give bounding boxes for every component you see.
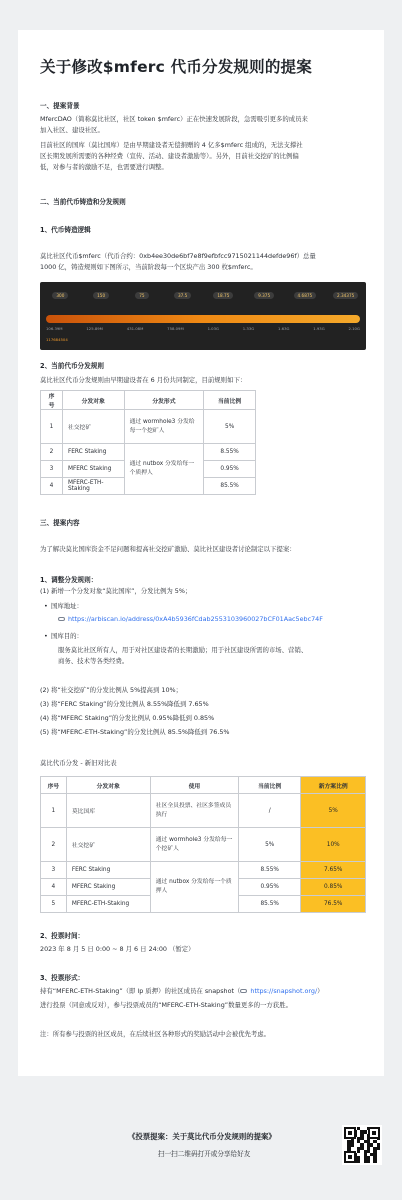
table-row: [41, 862, 366, 879]
block-reward-rate: [325, 282, 366, 308]
row-no: 1: [41, 410, 63, 444]
qr-finder: [368, 1127, 380, 1139]
vote-form-heading: 3、投票形式：: [40, 974, 85, 982]
supply-tick-label: 1.93G: [313, 326, 325, 331]
row-no: 2: [41, 828, 67, 862]
rate-label: 18.75: [213, 292, 233, 299]
distribution-para: 莫比社区代币分发规则由早期建设者在 6 月份共同制定，目前规则如下：: [40, 376, 247, 384]
row-target: MFERC-ETH-Staking: [66, 896, 150, 913]
col-no: 序号: [41, 391, 63, 410]
col-use: 使用: [150, 777, 238, 794]
row-ratio: 85.5%: [204, 478, 256, 495]
row-form: 通过 wormhole3 分发给每一个挖矿人: [124, 410, 204, 444]
proposal-card: [18, 30, 384, 1076]
vote-form-text: 持有“MFERC-ETH-Staking”（即 lp 质押）的社区成员在 snapshot（: [40, 987, 241, 995]
block-reward-rate: [122, 282, 163, 308]
supply-tick-label: 1.63G: [278, 326, 290, 331]
supply-schedule-image: [40, 282, 366, 350]
vote-time-heading: 2、投票时间：: [40, 932, 85, 940]
supply-tick-label: 758.09M: [167, 326, 184, 331]
row-target: 莫比国库: [66, 794, 150, 828]
link-icon: [240, 989, 247, 993]
supply-ticks: [46, 326, 360, 331]
block-reward-rate: [203, 282, 244, 308]
row-current: 8.55%: [238, 862, 300, 879]
row-current: 85.5%: [238, 896, 300, 913]
item-5: (5) 将“MFERC-ETH-Staking”的分发比例从 85.5%降低到 76.5%: [40, 728, 230, 736]
current-supply-label: 117684504: [46, 337, 68, 342]
rate-label: 2.34375: [333, 292, 358, 299]
row-ratio: 8.55%: [204, 444, 256, 461]
background-para-2c: 低，对参与者的激励不足，也需要进行调整。: [40, 163, 168, 171]
col-target: 分发对象: [62, 391, 124, 410]
row-use: 社区全员投票、社区多签成员执行: [150, 794, 238, 828]
row-no: 3: [41, 862, 67, 879]
section-1-heading: 一、提案背景: [40, 102, 80, 110]
row-target: MFERC Staking: [62, 461, 124, 478]
row-use: 通过 wormhole3 分发给每一个挖矿人: [150, 828, 238, 862]
item-4: (4) 将“MFERC Staking”的分发比例从 0.95%降低到 0.85%: [40, 714, 215, 722]
supply-tick-label: 1.03G: [207, 326, 219, 331]
table-row: [41, 794, 366, 828]
treasury-purpose-a: 服务莫比社区所有人，用于对社区建设者的长期激励；用于社区建设所需的市场、营销、: [58, 646, 308, 654]
supply-tick-label: 431.08M: [126, 326, 144, 331]
row-no: 3: [41, 461, 63, 478]
row-target: FERC Staking: [62, 444, 124, 461]
comparison-table-caption: 莫比代币分发 - 新旧对比表: [40, 759, 117, 767]
treasury-address-label: • 国库地址：: [51, 601, 83, 612]
item-3: (3) 将“FERC Staking”的分发比例从 8.55%降低到 7.65%: [40, 700, 209, 708]
vote-time: 2023 年 8 月 5 日 0:00 ~ 8 月 6 日 24:00 （暂定）: [40, 945, 195, 953]
rate-label: 150: [93, 292, 109, 299]
row-no: 1: [41, 794, 67, 828]
row-new: 5%: [301, 794, 366, 828]
rate-label: 4.6875: [294, 292, 317, 299]
background-para-2b: 区长期发展所需要的各种经费（宣传、活动、建设者激励等）。另外，目前社交挖矿的比例偏: [40, 152, 299, 160]
col-no: 序号: [41, 777, 67, 794]
row-target: MFERC-ETH-Staking: [62, 478, 124, 495]
page-title: 关于修改$mferc 代币分发规则的提案: [40, 58, 312, 76]
row-new: 10%: [301, 828, 366, 862]
row-use: 通过 nutbox 分发给每一个质押人: [150, 862, 238, 913]
footer-subtitle: 扫一扫二维码打开或分享给好友: [158, 1150, 251, 1158]
vote-form-close: ）: [317, 987, 324, 995]
block-reward-rate: [162, 282, 203, 308]
qr-finder: [344, 1151, 356, 1163]
col-new: 新方案比例: [301, 777, 366, 794]
col-target: 分发对象: [66, 777, 150, 794]
treasury-address-link-row[interactable]: [58, 614, 358, 625]
row-new: 76.5%: [301, 896, 366, 913]
col-ratio: 当前比例: [204, 391, 256, 410]
row-target: 社交挖矿: [66, 828, 150, 862]
rate-label: 300: [52, 292, 68, 299]
row-no: 4: [41, 879, 67, 896]
footer-title: 《投票提案：关于莫比代币分发规则的提案》: [128, 1132, 276, 1141]
adjust-heading: 1、调整分发规则：: [40, 576, 98, 584]
row-new: 0.85%: [301, 879, 366, 896]
rate-label: 75: [135, 292, 148, 299]
table-row: [41, 444, 256, 461]
supply-tick-label: 1.33G: [242, 326, 255, 331]
distribution-heading: 2、当前代币分发规则: [40, 362, 104, 370]
row-current: 5%: [238, 828, 300, 862]
row-ratio: 0.95%: [204, 461, 256, 478]
row-new: 7.65%: [301, 862, 366, 879]
treasury-purpose-label: • 国库目的：: [51, 631, 83, 642]
rate-label: 37.5: [174, 292, 191, 299]
row-no: 2: [41, 444, 63, 461]
rate-label: 9.375: [254, 292, 274, 299]
background-para-1b: 加入社区、建设社区。: [40, 126, 104, 134]
supply-progress-bar: [46, 315, 360, 323]
supply-tick-label: 106.39M: [46, 326, 63, 331]
row-target: MFERC Staking: [66, 879, 150, 896]
section-3-heading: 三、提案内容: [40, 519, 80, 527]
treasury-purpose-b: 商务、技术等各类经费。: [58, 657, 129, 665]
col-form: 分发形式: [124, 391, 204, 410]
section-2-heading: 二、当前代币铸造和分发规则: [40, 198, 126, 206]
supply-tick-label: 125.89M: [86, 326, 103, 331]
row-no: 4: [41, 478, 63, 495]
row-ratio: 5%: [204, 410, 256, 444]
minting-para-b: 1000 亿，铸造规则如下图所示，当前阶段每一个区块产出 300 枚$mferc。: [40, 263, 257, 271]
qr-module: [377, 1160, 380, 1163]
row-current: /: [238, 794, 300, 828]
table-header-row: [41, 391, 256, 410]
qr-finder: [344, 1127, 356, 1139]
link-icon: [58, 617, 65, 621]
comparison-table: [40, 776, 366, 913]
row-current: 0.95%: [238, 879, 300, 896]
vote-form-line-a: [40, 986, 362, 997]
background-para-2a: 目前社区的国库（莫比国库）是由早期建设者无偿捐赠的 4 亿多$mferc 组成的，无法支撑社: [40, 141, 303, 149]
table-row: [41, 410, 256, 444]
note: 注：所有参与投票的社区成员，在后续社区各种形式的奖励活动中会被优先考虑。: [40, 1030, 271, 1038]
minting-para-a: 莫比社区代币$mferc（代币合约：0xb4ee30de6bf7e8f9efbfcc9715021144defde96f）总量: [40, 252, 316, 260]
item-1: (1) 新增一个分发对象“莫比国库”，分发比例为 5%；: [40, 587, 192, 595]
current-distribution-table: [40, 390, 256, 495]
row-no: 5: [41, 896, 67, 913]
col-current: 当前比例: [238, 777, 300, 794]
qr-code-image[interactable]: [342, 1125, 382, 1165]
row-target: FERC Staking: [66, 862, 150, 879]
block-reward-rate: [244, 282, 285, 308]
snapshot-link[interactable]: https://snapshot.org/: [250, 987, 318, 995]
vote-form-line-b: 进行投票（同意或反对），参与投票成员的“MFERC-ETH-Staking”数量更多的一方获胜。: [40, 1001, 292, 1009]
table-row: [41, 828, 366, 862]
block-reward-rates: [40, 282, 366, 308]
item-2: (2) 将“社交挖矿”的分发比例从 5%提高到 10%；: [40, 686, 182, 694]
background-para-1a: MfercDAO（简称莫比社区，社区 token $mferc）正在快速发展阶段，急需吸引更多的成员来: [40, 115, 308, 123]
proposal-intro: 为了解决莫比国库资金不足问题和提高社交挖矿激励、莫比社区建设者讨论制定以下提案：: [40, 545, 296, 553]
supply-tick-label: 2.10G: [348, 326, 360, 331]
block-reward-rate: [40, 282, 81, 308]
table-header-row: [41, 777, 366, 794]
row-target: 社交挖矿: [62, 410, 124, 444]
row-form: 通过 nutbox 分发给每一个质押人: [124, 444, 204, 495]
block-reward-rate: [81, 282, 122, 308]
minting-heading: 1、代币铸造逻辑: [40, 226, 91, 234]
block-reward-rate: [285, 282, 326, 308]
treasury-address-link[interactable]: https://arbiscan.io/address/0xA4b5936fCdab2553103960027bCF01Aac5ebc74F: [68, 615, 323, 623]
